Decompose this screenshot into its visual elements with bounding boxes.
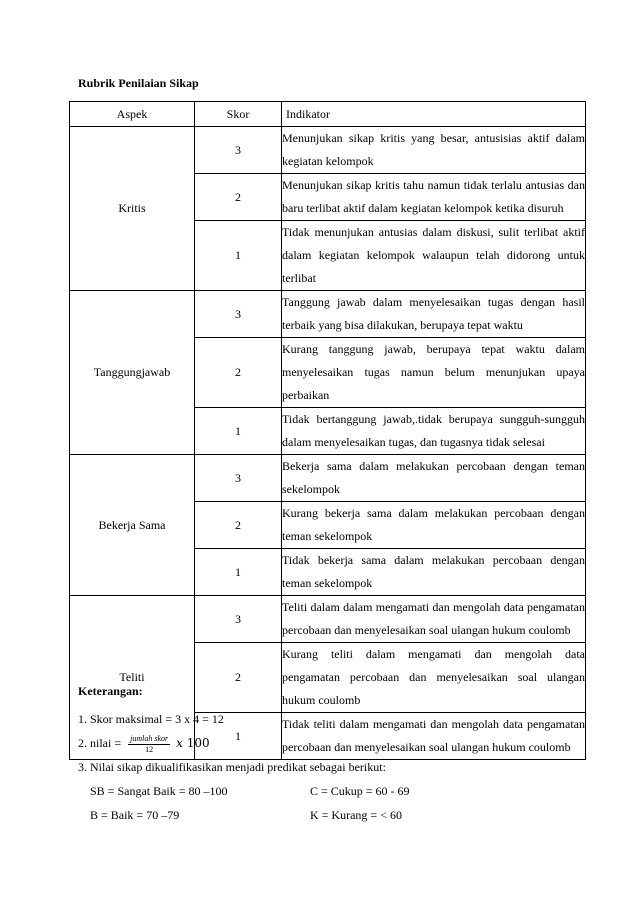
note-item-3: 3. Nilai sikap dikualifikasikan menjadi predikat sebagai berikut: (78, 760, 386, 775)
notes-heading: Keterangan: (78, 684, 143, 698)
score-cell: 3 (195, 455, 282, 502)
note-item-2-prefix: 2. nilai = (78, 736, 122, 751)
indicator-cell: Kurang bekerja sama dalam melakukan percobaan dengan teman sekelompok (282, 502, 586, 549)
indicator-cell: Tidak menunjukan antusias dalam diskusi, sulit terlibat aktif dalam kegiatan kelompok walaupun telah didorong untuk terlibat (282, 221, 586, 291)
score-cell: 3 (195, 291, 282, 338)
score-cell: 3 (195, 596, 282, 643)
predicate-row (78, 803, 598, 827)
aspect-cell: Teliti (70, 596, 195, 760)
header-score: Skor (195, 102, 282, 127)
indicator-cell: Bekerja sama dalam melakukan percobaan dengan teman sekelompok (282, 455, 586, 502)
indicator-cell: Tidak bekerja sama dalam melakukan percobaan dengan teman sekelompok (282, 549, 586, 596)
indicator-cell: Kurang teliti dalam mengamati dan mengolah data pengamatan percobaan dan menyelesaikan soal ulangan hukum coulomb (282, 643, 586, 713)
multiplier (176, 736, 210, 750)
score-cell: 1 (195, 408, 282, 455)
score-fraction (128, 734, 170, 755)
note-item-2 (78, 731, 598, 755)
indicator-cell: Kurang tanggung jawab, berupaya tepat waktu dalam menyelesaikan tugas namun belum menunjukan upaya perbaikan (282, 338, 586, 408)
score-cell: 1 (195, 549, 282, 596)
indicator-cell: Menunjukan sikap kritis yang besar, antusisias aktif dalam kegiatan kelompok (282, 127, 586, 174)
predicate-c: C = Cukup = 60 - 69 (310, 784, 410, 799)
fraction-denominator: 12 (145, 745, 154, 755)
score-cell: 3 (195, 127, 282, 174)
indicator-cell: Tidak teliti dalam mengamati dan mengolah data pengamatan percobaan dan menyelesaikan soal ulangan hukum coulomb (282, 713, 586, 760)
aspect-cell: Bekerja Sama (70, 455, 195, 596)
indicator-cell: Teliti dalam dalam mengamati dan mengolah data pengamatan percobaan dan menyelesaikan soal ulangan hukum coulomb (282, 596, 586, 643)
score-cell: 2 (195, 643, 282, 713)
score-cell: 1 (195, 221, 282, 291)
indicator-cell: Tanggung jawab dalam menyelesaikan tugas dengan hasil terbaik yang bisa dilakukan, berupaya tepat waktu (282, 291, 586, 338)
table-row (70, 596, 586, 643)
note-item-1: 1. Skor maksimal = 3 x 4 = 12 (78, 712, 224, 727)
multiplier-value: 100 (186, 736, 210, 751)
predicate-sb: SB = Sangat Baik = 80 –100 (90, 784, 228, 799)
multiplier-x: x (176, 736, 183, 751)
header-aspect: Aspek (70, 102, 195, 127)
header-indicator: Indikator (282, 102, 586, 127)
score-cell: 2 (195, 338, 282, 408)
rubric-body (70, 127, 586, 760)
fraction-numerator: jumlah skor (130, 734, 169, 744)
table-row (70, 291, 586, 338)
indicator-cell: Menunjukan sikap kritis tahu namun tidak terlalu antusias dan baru terlibat aktif dalam kegiatan kelompok ketika disuruh (282, 174, 586, 221)
score-cell: 2 (195, 174, 282, 221)
predicate-row (78, 779, 598, 803)
rubric-table (69, 101, 586, 760)
predicate-b: B = Baik = 70 –79 (90, 808, 180, 823)
table-row (70, 455, 586, 502)
table-header-row (70, 102, 586, 127)
aspect-cell: Kritis (70, 127, 195, 291)
notes-section (78, 684, 598, 827)
score-cell: 2 (195, 502, 282, 549)
table-row (70, 127, 586, 174)
page-title: Rubrik Penilaian Sikap (78, 76, 199, 90)
indicator-cell: Tidak bertanggung jawab,.tidak berupaya sungguh-sungguh dalam menyelesaikan tugas, dan tugasnya tidak selesai (282, 408, 586, 455)
predicate-k: K = Kurang = < 60 (310, 808, 402, 823)
score-cell: 1 (195, 713, 282, 760)
aspect-cell: Tanggungjawab (70, 291, 195, 455)
